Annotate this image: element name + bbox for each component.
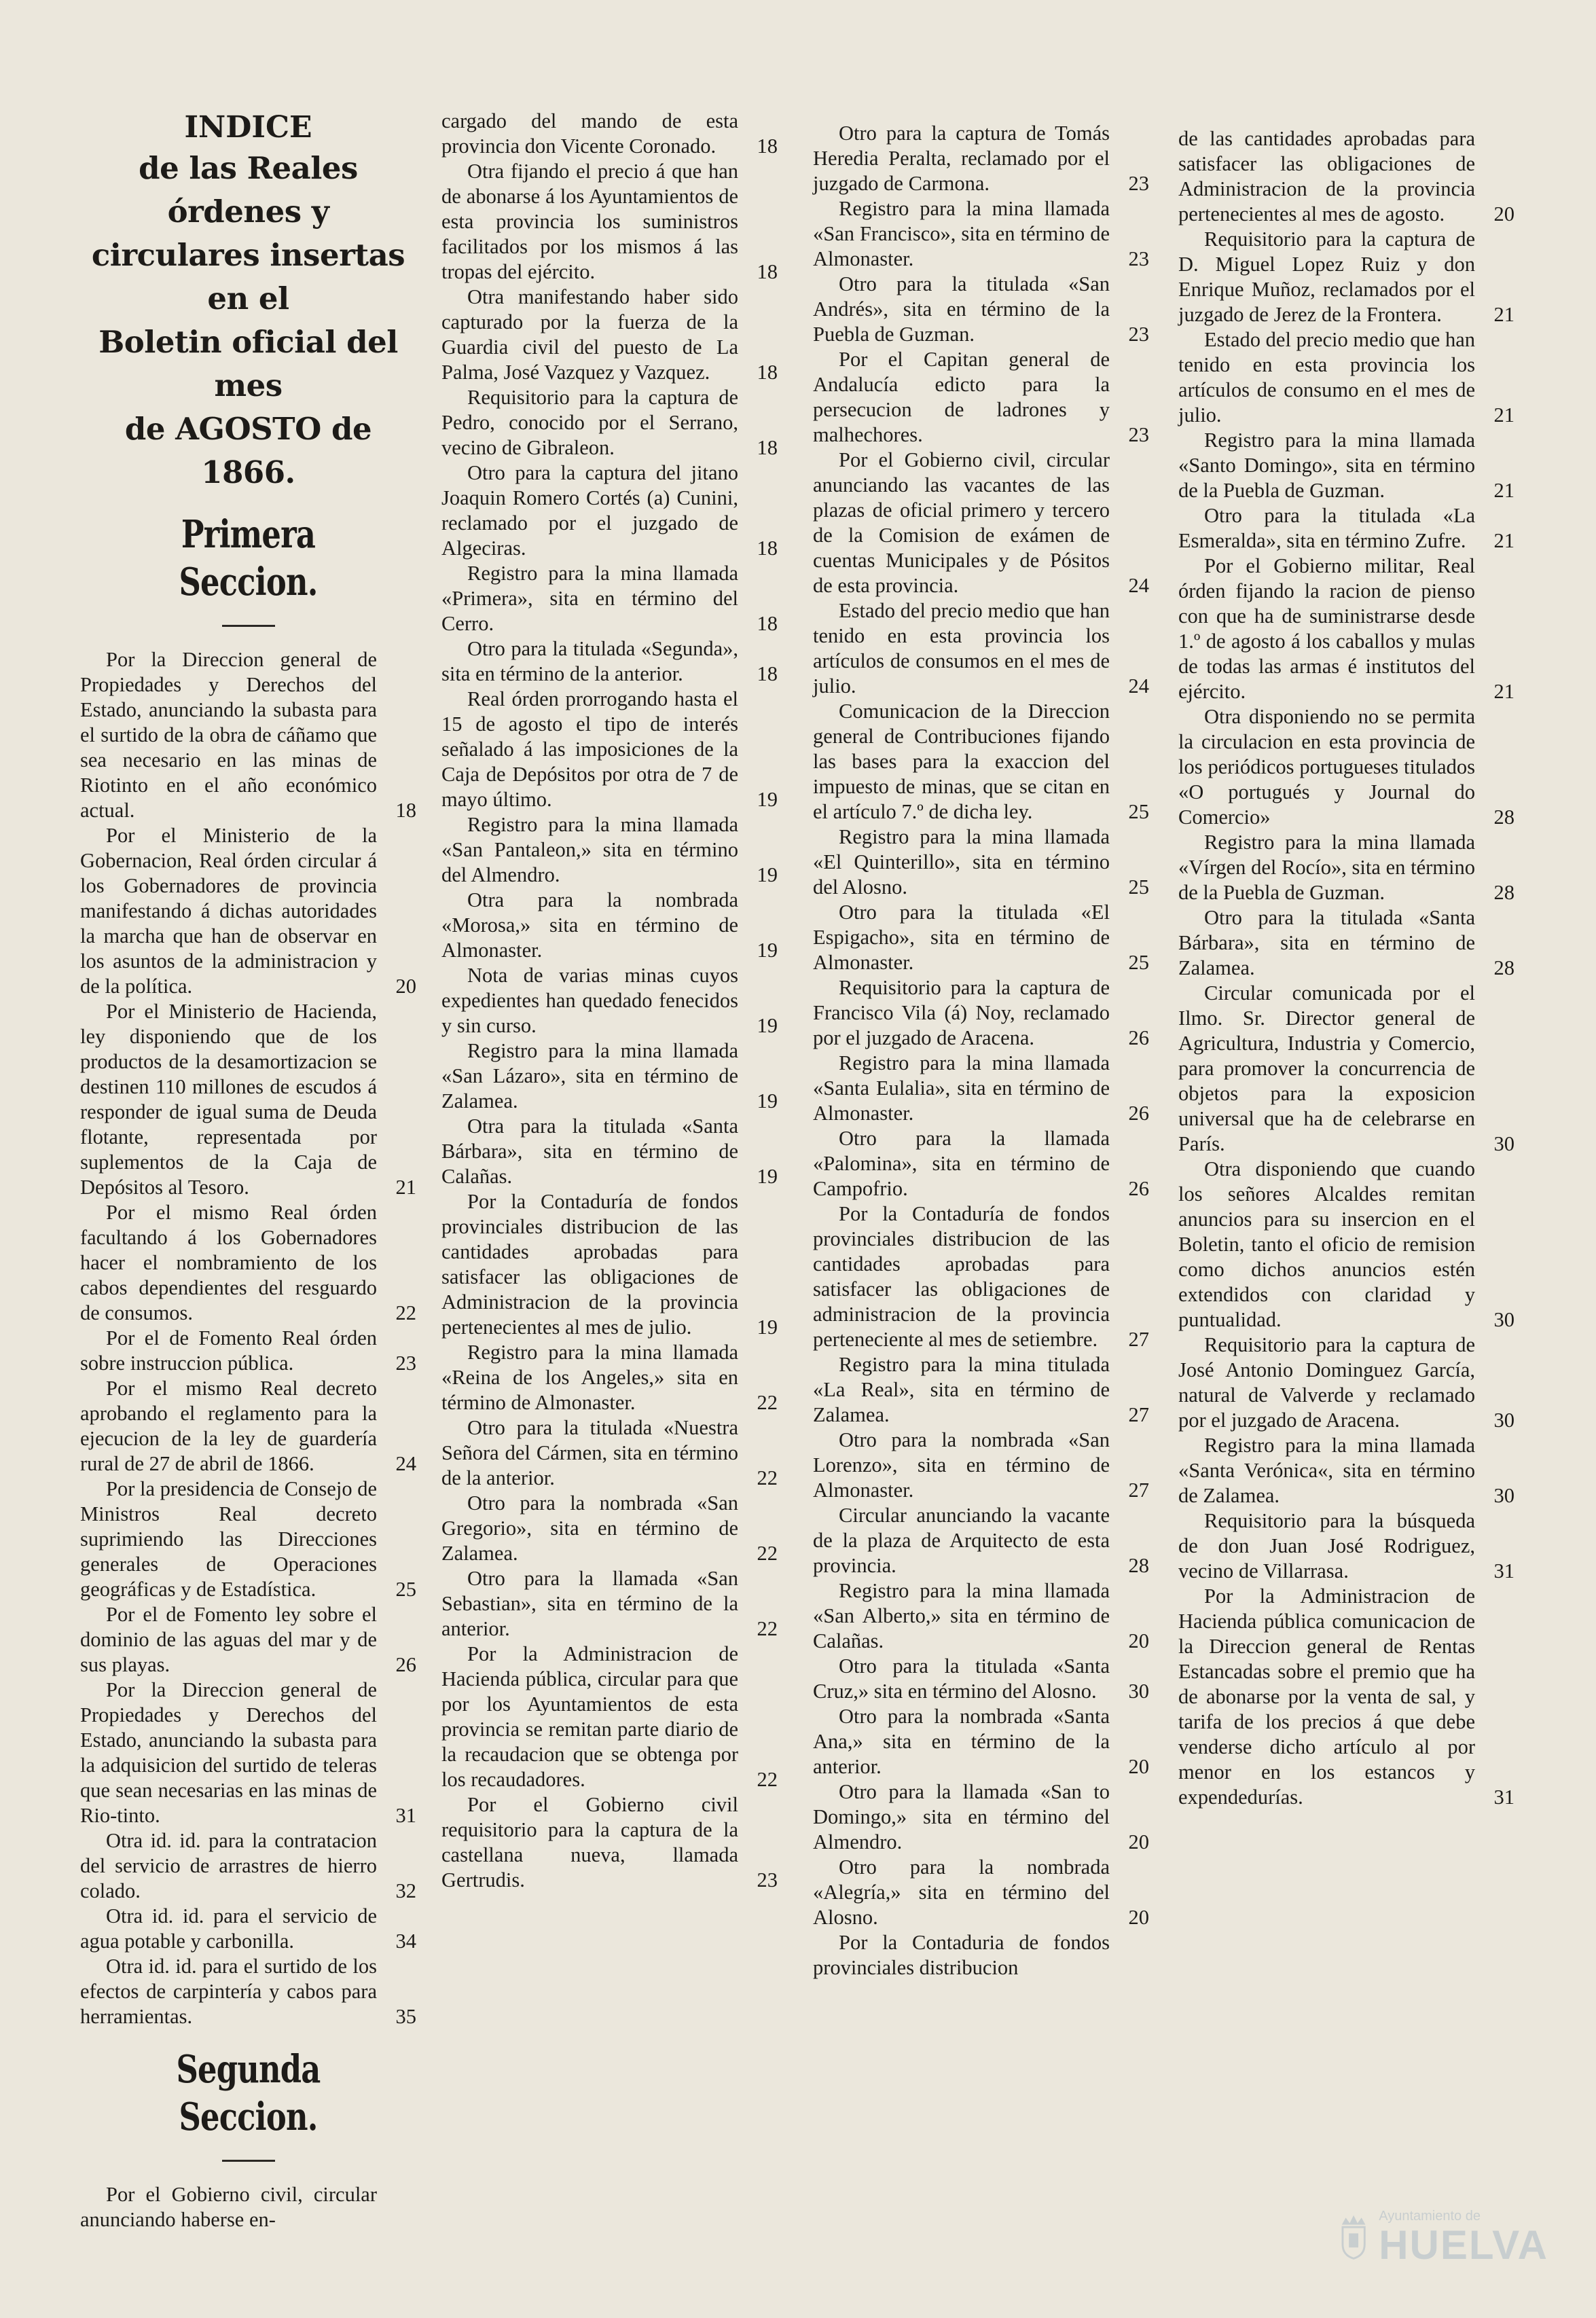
index-entry bbox=[813, 900, 1149, 975]
entry-page-number: 18 bbox=[757, 361, 778, 384]
entry-text: Estado del precio medio que han tenido en esta provincia los artículos de consumos en el mes de julio. bbox=[813, 599, 1110, 698]
index-entry bbox=[813, 121, 1149, 196]
index-entry bbox=[80, 1904, 416, 1954]
index-entry bbox=[441, 561, 778, 636]
entry-text: Otro para la llamada «San to Domingo,» sita en término del Almendro. bbox=[813, 1780, 1110, 1853]
section-heading-primera: Primera Seccion. bbox=[179, 512, 318, 604]
entry-text: Por el de Fomento ley sobre el dominio de las aguas del mar y de sus playas. bbox=[80, 1603, 377, 1676]
index-entry bbox=[80, 1602, 416, 1678]
entry-text: Otro para la nombrada «San Gregorio», sita en término de Zalamea. bbox=[441, 1491, 738, 1565]
index-entry bbox=[80, 823, 416, 999]
entry-text: Por la Contaduría de fondos provinciales distribucion de las cantidades aprobadas para satisfacer las obligaciones de administracion de la provincia perteneciente al mes de setiembre. bbox=[813, 1202, 1110, 1351]
section-divider bbox=[222, 625, 275, 627]
index-entry bbox=[1178, 830, 1515, 905]
entry-page-number: 25 bbox=[1128, 951, 1149, 974]
entry-text: Otro para la titulada «Nuestra Señora del Cármen, sita en término de la anterior. bbox=[441, 1416, 738, 1489]
entry-page-number: 21 bbox=[1493, 403, 1515, 427]
entry-text: Por el Gobierno civil, circular anunciando haberse en- bbox=[80, 2183, 377, 2231]
index-title: INDICE bbox=[184, 110, 312, 145]
entry-page-number: 19 bbox=[757, 939, 778, 962]
entry-text: Por la Direccion general de Propiedades y Derechos del Estado, anunciando la subasta para la adquisicion del surtido de teleras que sean necesarias en las minas de Rio-tinto. bbox=[80, 1678, 377, 1827]
entry-page-number: 22 bbox=[757, 1391, 778, 1414]
index-entry bbox=[1178, 554, 1515, 704]
index-entry bbox=[1178, 1584, 1515, 1810]
entry-page-number: 20 bbox=[395, 975, 416, 998]
index-entry bbox=[80, 1326, 416, 1376]
index-entry bbox=[441, 687, 778, 812]
entry-page-number: 23 bbox=[1128, 423, 1149, 446]
index-entry bbox=[80, 999, 416, 1200]
entry-text: Registro para la mina llamada «San Lázaro», sita en término de Zalamea. bbox=[441, 1039, 738, 1112]
entry-text: Otra fijando el precio á que han de abonarse á los Ayuntamientos de esta provincia los suministros facilitados por los mismos á las tropas del ejército. bbox=[441, 160, 738, 283]
entry-page-number: 23 bbox=[1128, 247, 1149, 270]
index-entry bbox=[441, 159, 778, 285]
index-entry bbox=[1178, 327, 1515, 428]
entry-page-number: 34 bbox=[395, 1930, 416, 1953]
index-subtitle-line: de las Reales órdenes y bbox=[139, 150, 358, 230]
entry-text: Registro para la mina llamada «Santo Domingo», sita en término de la Puebla de Guzman. bbox=[1178, 429, 1475, 502]
entry-text: Por el Ministerio de Hacienda, ley disponiendo que de los productos de la desamortizacion se destinen 110 millones de escudos á responder de igual suma de Deuda flotante, representada por suplementos de la Caja de Depósitos al Tesoro. bbox=[80, 1000, 377, 1199]
entry-page-number: 25 bbox=[395, 1578, 416, 1601]
index-entry bbox=[813, 347, 1149, 448]
entry-text: Por la presidencia de Consejo de Ministros Real decreto suprimiendo las Direcciones generales de Operaciones geográficas y de Estadística. bbox=[80, 1477, 377, 1601]
index-entry bbox=[1178, 503, 1515, 554]
entry-page-number: 22 bbox=[757, 1768, 778, 1791]
entry-page-number: 20 bbox=[1128, 1830, 1149, 1853]
index-entry bbox=[813, 1503, 1149, 1578]
entry-page-number: 25 bbox=[1128, 800, 1149, 823]
entry-page-number: 35 bbox=[395, 2005, 416, 2028]
entry-text: Por el Gobierno civil, circular anunciando las vacantes de las plazas de oficial primero y tercero de la Comision de exámen de cuentas Municipales y de Pósitos de esta provincia. bbox=[813, 448, 1110, 597]
index-entry bbox=[441, 1189, 778, 1340]
entry-page-number: 21 bbox=[1493, 479, 1515, 502]
section-divider bbox=[222, 2160, 275, 2162]
entry-page-number: 18 bbox=[757, 436, 778, 459]
entry-page-number: 20 bbox=[1493, 202, 1515, 225]
index-entry bbox=[813, 598, 1149, 699]
entry-text: Por la Administracion de Hacienda pública, circular para que por los Ayuntamientos de esta provincia se remitan parte diario de la recaudacion que se obtenga por los recaudadores. bbox=[441, 1642, 738, 1791]
entry-page-number: 30 bbox=[1128, 1680, 1149, 1703]
entry-text: Otra disponiendo que cuando los señores Alcaldes remitan anuncios para su insercion en el Boletin, tanto el oficio de remision como dichos anuncios estén extendidos con claridad y puntualidad. bbox=[1178, 1157, 1475, 1331]
index-entry bbox=[1178, 1508, 1515, 1584]
entry-text: Otro para la titulada «Santa Bárbara», sita en término de Zalamea. bbox=[1178, 906, 1475, 979]
entry-page-number: 18 bbox=[757, 612, 778, 635]
index-entry bbox=[1178, 126, 1515, 227]
entry-page-number: 23 bbox=[1128, 323, 1149, 346]
entry-page-number: 31 bbox=[1493, 1786, 1515, 1809]
column-1 bbox=[80, 109, 416, 2232]
index-entry bbox=[441, 812, 778, 888]
index-entry bbox=[80, 1376, 416, 1477]
index-entry bbox=[1178, 981, 1515, 1157]
entry-text: Comunicacion de la Direccion general de Contribuciones fijando las bases para la exaccion del impuesto de minas, que se citan en el artículo 7.º de dicha ley. bbox=[813, 700, 1110, 823]
entry-text: Requisitorio para la captura de José Antonio Dominguez García, natural de Valverde y reclamado por el juzgado de Aracena. bbox=[1178, 1333, 1475, 1432]
entry-text: Estado del precio medio que han tenido en esta provincia los artículos de consumo en el mes de julio. bbox=[1178, 328, 1475, 427]
entry-page-number: 19 bbox=[757, 1089, 778, 1112]
entry-page-number: 32 bbox=[395, 1879, 416, 1902]
crown-shield-icon bbox=[1338, 2196, 1369, 2277]
entry-page-number: 18 bbox=[757, 260, 778, 283]
entry-page-number: 26 bbox=[1128, 1026, 1149, 1049]
index-entry bbox=[441, 1642, 778, 1792]
entry-text: Registro para la mina llamada «San Francisco», sita en término de Almonaster. bbox=[813, 197, 1110, 270]
section-heading-segunda: Segunda Seccion. bbox=[176, 2047, 321, 2139]
entry-page-number: 19 bbox=[757, 1014, 778, 1037]
entry-page-number: 21 bbox=[1493, 529, 1515, 552]
entry-text: Otra disponiendo no se permita la circulacion en esta provincia de los periódicos portugueses titulados «O portugués y Journal do Comercio» bbox=[1178, 705, 1475, 829]
entry-text: Registro para la mina llamada «Santa Eulalia», sita en término de Almonaster. bbox=[813, 1051, 1110, 1125]
index-entry bbox=[813, 1201, 1149, 1352]
entry-page-number: 28 bbox=[1493, 805, 1515, 829]
entry-page-number: 20 bbox=[1128, 1755, 1149, 1778]
entry-page-number: 26 bbox=[1128, 1102, 1149, 1125]
index-entry bbox=[813, 1855, 1149, 1930]
entry-page-number: 30 bbox=[1493, 1484, 1515, 1507]
index-entry bbox=[80, 647, 416, 823]
entry-page-number: 28 bbox=[1493, 956, 1515, 979]
index-entry bbox=[441, 1415, 778, 1491]
index-entry bbox=[813, 1051, 1149, 1126]
entry-page-number: 19 bbox=[757, 1316, 778, 1339]
entry-text: Otra id. id. para el servicio de agua potable y carbonilla. bbox=[80, 1904, 377, 1953]
index-entry bbox=[813, 1654, 1149, 1704]
index-subtitle-line: de AGOSTO de 1866. bbox=[124, 411, 372, 490]
entry-page-number: 23 bbox=[757, 1868, 778, 1891]
entry-page-number: 21 bbox=[1493, 303, 1515, 326]
entry-text: Otra manifestando haber sido capturado por la fuerza de la Guardia civil del puesto de La Palma, José Vazquez y Vazquez. bbox=[441, 285, 738, 384]
entry-page-number: 24 bbox=[1128, 674, 1149, 698]
index-entry bbox=[1178, 1333, 1515, 1433]
index-entry bbox=[1178, 905, 1515, 981]
entry-text: Requisitorio para la captura de D. Miguel Lopez Ruiz y don Enrique Muñoz, reclamados por el juzgado de Jerez de la Frontera. bbox=[1178, 228, 1475, 326]
entry-text: Por el mismo Real decreto aprobando el reglamento para la ejecucion de la ley de guardería rural de 27 de abril de 1866. bbox=[80, 1377, 377, 1475]
index-subtitle-line: circulares insertas en el bbox=[91, 237, 405, 316]
entry-text: Circular anunciando la vacante de la plaza de Arquitecto de esta provincia. bbox=[813, 1504, 1110, 1577]
index-entry bbox=[813, 1704, 1149, 1779]
entry-text: Registro para la mina llamada «Vírgen del Rocío», sita en término de la Puebla de Guzman. bbox=[1178, 831, 1475, 904]
entry-page-number: 31 bbox=[395, 1804, 416, 1827]
index-entry bbox=[80, 1477, 416, 1602]
column-4 bbox=[1178, 126, 1515, 1810]
entry-text: Otro para la llamada «Palomina», sita en término de Campofrio. bbox=[813, 1127, 1110, 1200]
index-entry bbox=[441, 285, 778, 385]
entry-list bbox=[1178, 126, 1515, 1810]
entry-page-number: 19 bbox=[757, 863, 778, 886]
entry-text: Por la Direccion general de Propiedades y Derechos del Estado, anunciando la subasta para el surtido de la obra de cáñamo que sea necesario en las minas de Riotinto en el año económico actual. bbox=[80, 648, 377, 822]
index-entry bbox=[80, 1828, 416, 1904]
entry-text: Por la Contaduría de fondos provinciales distribucion de las cantidades aprobadas para satisfacer las obligaciones de Administracion de la provincia pertenecientes al mes de julio. bbox=[441, 1190, 738, 1339]
index-entry bbox=[441, 460, 778, 561]
entry-list bbox=[80, 2182, 416, 2232]
entry-text: de las cantidades aprobadas para satisfacer las obligaciones de Administracion de la provincia pertenecientes al mes de agosto. bbox=[1178, 127, 1475, 225]
index-entry bbox=[441, 963, 778, 1038]
entry-page-number: 28 bbox=[1493, 881, 1515, 904]
index-entry bbox=[813, 1578, 1149, 1654]
entry-text: Registro para la mina titulada «La Real», sita en término de Zalamea. bbox=[813, 1353, 1110, 1426]
entry-page-number: 19 bbox=[757, 1165, 778, 1188]
index-entry bbox=[441, 636, 778, 687]
entry-page-number: 19 bbox=[757, 788, 778, 811]
index-entry bbox=[813, 196, 1149, 272]
index-entry bbox=[441, 1340, 778, 1415]
entry-text: Otro para la nombrada «Santa Ana,» sita en término de la anterior. bbox=[813, 1705, 1110, 1778]
index-subtitle-line: Boletin oficial del mes bbox=[98, 324, 398, 403]
index-entry bbox=[441, 1491, 778, 1566]
entry-text: Otro para la titulada «El Espigacho», sita en término de Almonaster. bbox=[813, 901, 1110, 974]
entry-page-number: 22 bbox=[757, 1466, 778, 1489]
entry-text: cargado del mando de esta provincia don Vicente Coronado. bbox=[441, 109, 738, 158]
watermark-text bbox=[1379, 2207, 1548, 2266]
entry-list bbox=[441, 109, 778, 1893]
column-2 bbox=[441, 109, 778, 1893]
index-entry bbox=[80, 1200, 416, 1326]
entry-page-number: 26 bbox=[395, 1653, 416, 1676]
entry-text: Requisitorio para la captura de Pedro, conocido por el Serrano, vecino de Gibraleon. bbox=[441, 386, 738, 459]
entry-page-number: 21 bbox=[395, 1176, 416, 1199]
index-entry bbox=[441, 1038, 778, 1114]
entry-text: Por el Capitan general de Andalucía edicto para la persecucion de ladrones y malhechores. bbox=[813, 348, 1110, 446]
index-entry bbox=[80, 1954, 416, 2029]
index-entry bbox=[1178, 1157, 1515, 1333]
entry-text: Real órden prorrogando hasta el 15 de agosto el tipo de interés señalado á las imposiciones de la Caja de Depósitos por otra de 7 de mayo último. bbox=[441, 687, 738, 811]
index-entry bbox=[441, 109, 778, 159]
index-entry bbox=[1178, 1433, 1515, 1508]
watermark-small-text: Ayuntamiento de bbox=[1379, 2209, 1481, 2224]
entry-text: Por el de Fomento Real órden sobre instruccion pública. bbox=[80, 1326, 377, 1375]
index-entry bbox=[813, 448, 1149, 598]
entry-text: Registro para la mina llamada «San Pantaleon,» sita en término del Almendro. bbox=[441, 813, 738, 886]
entry-text: Registro para la mina llamada «Primera», sita en término del Cerro. bbox=[441, 562, 738, 635]
entry-text: Circular comunicada por el Ilmo. Sr. Director general de Agricultura, Industria y Comercio, para promover la concurrencia de objetos para la exposicion universal que ha de celebrarse en París. bbox=[1178, 981, 1475, 1155]
entry-text: Por el Gobierno civil requisitorio para la captura de la castellana nueva, llamada Gertrudis. bbox=[441, 1793, 738, 1891]
index-entry bbox=[813, 272, 1149, 347]
index-entry bbox=[441, 1566, 778, 1642]
entry-page-number: 30 bbox=[1493, 1132, 1515, 1155]
entry-page-number: 23 bbox=[395, 1352, 416, 1375]
entry-page-number: 27 bbox=[1128, 1328, 1149, 1351]
entry-text: Otro para la nombrada «San Lorenzo», sita en término de Almonaster. bbox=[813, 1428, 1110, 1502]
entry-text: Requisitorio para la captura de Francisco Vila (á) Noy, reclamado por el juzgado de Aracena. bbox=[813, 976, 1110, 1049]
entry-page-number: 28 bbox=[1128, 1554, 1149, 1577]
entry-text: Requisitorio para la búsqueda de don Juan José Rodriguez, vecino de Villarrasa. bbox=[1178, 1509, 1475, 1582]
entry-text: Otro para la titulada «La Esmeralda», sita en término Zufre. bbox=[1178, 504, 1475, 552]
entry-page-number: 31 bbox=[1493, 1559, 1515, 1582]
index-entry bbox=[1178, 227, 1515, 327]
entry-page-number: 24 bbox=[1128, 574, 1149, 597]
entry-text: Otra para la nombrada «Morosa,» sita en término de Almonaster. bbox=[441, 888, 738, 962]
index-entry bbox=[1178, 704, 1515, 830]
entry-page-number: 22 bbox=[757, 1542, 778, 1565]
entry-text: Por la Administracion de Hacienda pública comunicacion de la Direccion general de Rentas Estancadas sobre el premio que ha de abonarse por la venta de sal, y tarifa de los precios á que debe venderse dicho artículo al por menor en los estancos y expendedurías. bbox=[1178, 1584, 1475, 1809]
entry-page-number: 20 bbox=[1128, 1629, 1149, 1652]
entry-page-number: 26 bbox=[1128, 1177, 1149, 1200]
entry-page-number: 18 bbox=[757, 537, 778, 560]
entry-text: Otro para la captura de Tomás Heredia Peralta, reclamado por el juzgado de Carmona. bbox=[813, 122, 1110, 195]
entry-text: Otra id. id. para el surtido de los efectos de carpintería y cabos para herramientas. bbox=[80, 1955, 377, 2028]
entry-page-number: 25 bbox=[1128, 875, 1149, 899]
index-entry bbox=[441, 1114, 778, 1189]
entry-page-number: 24 bbox=[395, 1452, 416, 1475]
entry-text: Otro para la llamada «San Sebastian», sita en término de la anterior. bbox=[441, 1567, 738, 1640]
entry-text: Por el Ministerio de la Gobernacion, Real órden circular á los Gobernadores de provincia manifestando á dichas autoridades la marcha que han de observar en los asuntos de la administracion y de la política. bbox=[80, 824, 377, 998]
entry-page-number: 20 bbox=[1128, 1906, 1149, 1929]
index-entry bbox=[80, 1678, 416, 1828]
index-header bbox=[80, 109, 416, 494]
entry-page-number: 30 bbox=[1493, 1409, 1515, 1432]
entry-text: Registro para la mina llamada «El Quinterillo», sita en término del Alosno. bbox=[813, 825, 1110, 899]
entry-text: Registro para la mina llamada «Santa Verónica«, sita en término de Zalamea. bbox=[1178, 1434, 1475, 1507]
entry-list bbox=[813, 121, 1149, 1980]
entry-text: Por el Gobierno militar, Real órden fijando la racion de pienso con que ha de suministrarse desde 1.º de agosto á los caballos y mulas de todas las armas é institutos del ejército. bbox=[1178, 554, 1475, 703]
entry-text: Otro para la titulada «San Andrés», sita en término de la Puebla de Guzman. bbox=[813, 272, 1110, 346]
entry-text: Nota de varias minas cuyos expedientes han quedado fenecidos y sin curso. bbox=[441, 964, 738, 1037]
entry-text: Otro para la titulada «Segunda», sita en término de la anterior. bbox=[441, 637, 738, 685]
entry-text: Registro para la mina llamada «Reina de los Angeles,» sita en término de Almonaster. bbox=[441, 1341, 738, 1414]
entry-text: Otra para la titulada «Santa Bárbara», sita en término de Calañas. bbox=[441, 1115, 738, 1188]
entry-page-number: 18 bbox=[757, 134, 778, 158]
entry-page-number: 22 bbox=[757, 1617, 778, 1640]
index-entry bbox=[441, 888, 778, 963]
entry-text: Registro para la mina llamada «San Alberto,» sita en término de Calañas. bbox=[813, 1579, 1110, 1652]
entry-page-number: 22 bbox=[395, 1301, 416, 1324]
index-entry bbox=[813, 1779, 1149, 1855]
index-entry bbox=[813, 1352, 1149, 1428]
index-entry bbox=[813, 825, 1149, 900]
entry-page-number: 27 bbox=[1128, 1479, 1149, 1502]
entry-page-number: 30 bbox=[1493, 1308, 1515, 1331]
index-entry bbox=[1178, 428, 1515, 503]
index-entry bbox=[813, 1126, 1149, 1201]
entry-text: Otra id. id. para la contratacion del servicio de arrastres de hierro colado. bbox=[80, 1829, 377, 1902]
index-entry bbox=[813, 975, 1149, 1051]
index-entry bbox=[441, 385, 778, 460]
entry-text: Otro para la captura del jitano Joaquin Romero Cortés (a) Cunini, reclamado por el juzgado de Algeciras. bbox=[441, 461, 738, 560]
entry-text: Por la Contaduria de fondos provinciales distribucion bbox=[813, 1931, 1110, 1979]
index-entry bbox=[813, 1930, 1149, 1980]
index-entry bbox=[813, 699, 1149, 825]
entry-page-number: 21 bbox=[1493, 680, 1515, 703]
entry-page-number: 27 bbox=[1128, 1403, 1149, 1426]
entry-list bbox=[80, 647, 416, 2029]
entry-text: Otro para la nombrada «Alegría,» sita en término del Alosno. bbox=[813, 1855, 1110, 1929]
entry-page-number: 18 bbox=[757, 662, 778, 685]
index-entry bbox=[813, 1428, 1149, 1503]
index-entry bbox=[80, 2182, 416, 2232]
entry-page-number: 23 bbox=[1128, 172, 1149, 195]
watermark-big-text: HUELVA bbox=[1379, 2222, 1548, 2268]
watermark-huelva bbox=[1338, 2189, 1548, 2284]
index-entry bbox=[441, 1792, 778, 1893]
column-3 bbox=[813, 121, 1149, 1980]
entry-page-number: 18 bbox=[395, 799, 416, 822]
entry-text: Otro para la titulada «Santa Cruz,» sita en término del Alosno. bbox=[813, 1654, 1110, 1703]
entry-text: Por el mismo Real órden facultando á los Gobernadores hacer el nombramiento de los cabos dependientes del resguardo de consumos. bbox=[80, 1201, 377, 1324]
